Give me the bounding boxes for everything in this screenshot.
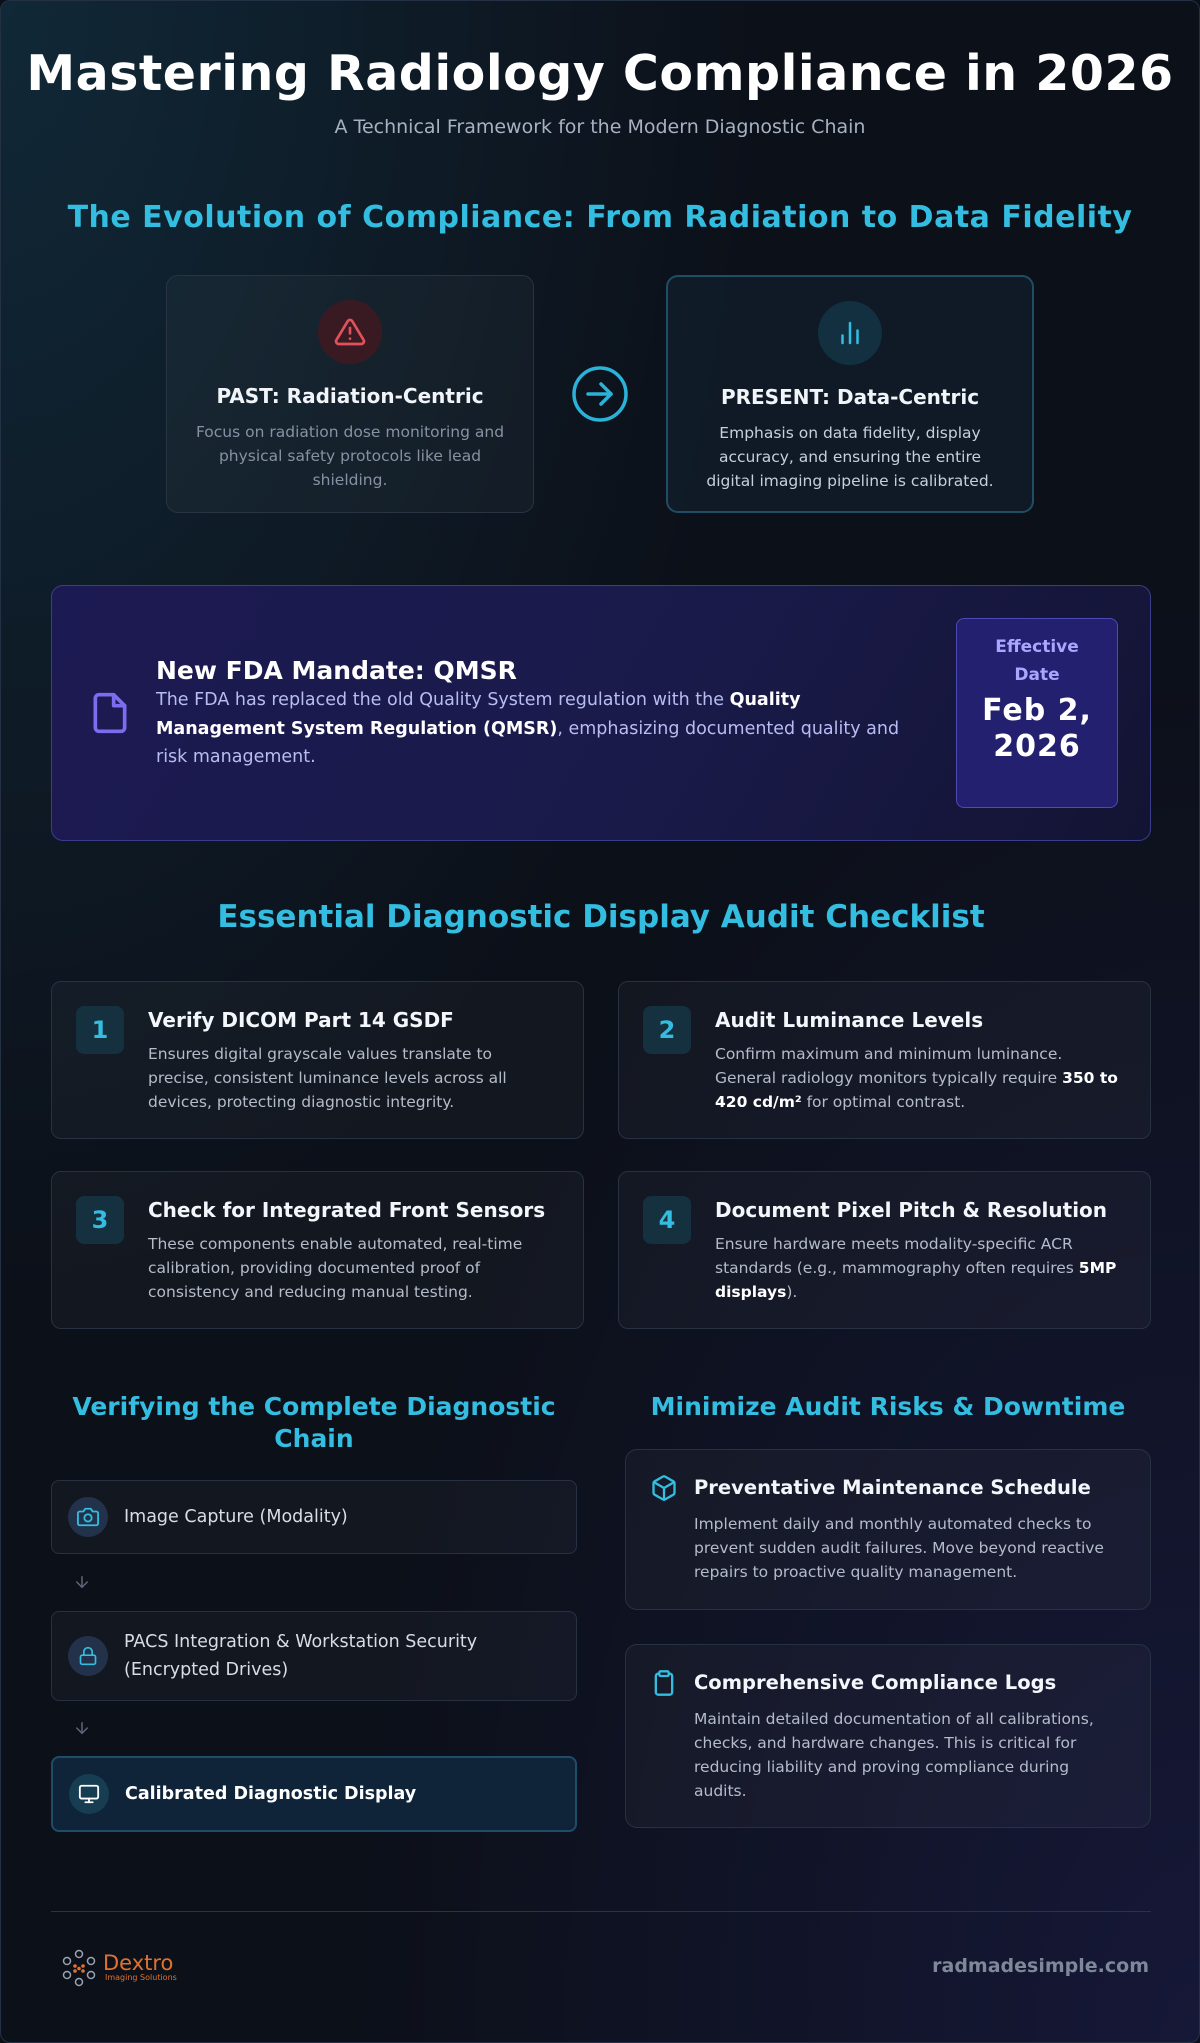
risk-title: Preventative Maintenance Schedule bbox=[694, 1476, 1091, 1499]
evolution-title: The Evolution of Compliance: From Radiation to Data Fidelity bbox=[67, 200, 1133, 235]
cube-icon bbox=[650, 1474, 678, 1502]
past-card bbox=[166, 275, 534, 513]
fda-title: New FDA Mandate: QMSR bbox=[156, 656, 517, 685]
chain-step-capture bbox=[51, 1480, 577, 1554]
effective-date-label: Effective Date bbox=[995, 637, 1079, 685]
fda-text: The FDA has replaced the old Quality System regulation with the Quality Management System Regulation (QMSR), emphasizing documented quality and risk management. bbox=[156, 690, 900, 767]
item-number: 3 bbox=[76, 1196, 124, 1244]
logo-text bbox=[103, 1953, 177, 1983]
chain-step-label: Calibrated Diagnostic Display bbox=[125, 1784, 417, 1804]
camera-icon bbox=[68, 1497, 108, 1537]
arrow-down-icon bbox=[73, 1719, 91, 1737]
warning-triangle-icon bbox=[318, 300, 382, 364]
risks-title: Minimize Audit Risks & Downtime bbox=[650, 1392, 1126, 1421]
website-link[interactable]: radmadesimple.com bbox=[932, 1955, 1149, 1977]
item-title: Document Pixel Pitch & Resolution bbox=[715, 1198, 1108, 1222]
evolution-row bbox=[1, 275, 1199, 513]
footer-divider bbox=[51, 1911, 1151, 1912]
chain-step-label: PACS Integration & Workstation Security (Encrypted Drives) bbox=[124, 1632, 478, 1680]
item-text: These components enable automated, real-time calibration, providing documented proof of consistency and reducing manual testing. bbox=[148, 1235, 523, 1301]
logo-subtitle: Imaging Solutions bbox=[105, 1973, 177, 1982]
item-title: Check for Integrated Front Sensors bbox=[148, 1198, 546, 1222]
arrow-right-circle-icon bbox=[570, 364, 630, 424]
checklist-item bbox=[51, 1171, 584, 1329]
past-title: PAST: Radiation-Centric bbox=[216, 384, 484, 408]
item-number: 2 bbox=[643, 1006, 691, 1054]
item-number: 1 bbox=[76, 1006, 124, 1054]
chain-step-display bbox=[51, 1756, 577, 1832]
item-text: Confirm maximum and minimum luminance. General radiology monitors typically require 350 to 420 cd/m² for optimal contrast. bbox=[715, 1045, 1118, 1111]
item-title: Audit Luminance Levels bbox=[715, 1008, 984, 1032]
dextro-logo bbox=[59, 1948, 177, 1988]
checklist-item bbox=[618, 1171, 1151, 1329]
checklist-grid bbox=[51, 981, 1151, 1329]
present-card bbox=[666, 275, 1034, 513]
document-icon bbox=[88, 688, 132, 738]
chain-step-label: Image Capture (Modality) bbox=[124, 1507, 348, 1527]
bar-chart-icon bbox=[818, 301, 882, 365]
checklist-item bbox=[618, 981, 1151, 1139]
item-title: Verify DICOM Part 14 GSDF bbox=[148, 1008, 454, 1032]
logo-mark-icon bbox=[59, 1948, 99, 1988]
lock-icon bbox=[68, 1636, 108, 1676]
header bbox=[1, 1, 1199, 138]
past-text: Focus on radiation dose monitoring and physical safety protocols like lead shielding. bbox=[195, 423, 505, 489]
checklist-item bbox=[51, 981, 584, 1139]
item-number: 4 bbox=[643, 1196, 691, 1244]
monitor-icon bbox=[69, 1774, 109, 1814]
present-text: Emphasis on data fidelity, display accuracy, and ensuring the entire digital imaging pipeline is calibrated. bbox=[706, 424, 994, 490]
effective-date-badge bbox=[956, 618, 1118, 808]
checklist-title: Essential Diagnostic Display Audit Checklist bbox=[217, 899, 985, 935]
page-title: Mastering Radiology Compliance in 2026 bbox=[26, 45, 1174, 102]
page-subtitle: A Technical Framework for the Modern Diagnostic Chain bbox=[334, 116, 866, 138]
present-title: PRESENT: Data-Centric bbox=[720, 385, 980, 409]
risk-card-maintenance bbox=[625, 1449, 1151, 1610]
item-text: Ensures digital grayscale values translate to precise, consistent luminance levels across all devices, protecting diagnostic integrity. bbox=[148, 1045, 507, 1111]
risk-card-logs bbox=[625, 1644, 1151, 1828]
effective-date-value: Feb 2, 2026 bbox=[982, 693, 1092, 764]
risk-title: Comprehensive Compliance Logs bbox=[694, 1671, 1057, 1694]
risk-text: Maintain detailed documentation of all calibrations, checks, and hardware changes. This is critical for reducing liability and proving compliance during audits. bbox=[694, 1710, 1094, 1800]
logo-name: Dextro bbox=[103, 1951, 174, 1975]
arrow-down-icon bbox=[73, 1573, 91, 1591]
chain-title: Verifying the Complete Diagnostic Chain bbox=[72, 1392, 556, 1453]
item-text: Ensure hardware meets modality-specific ACR standards (e.g., mammography often requires 5MP displays). bbox=[715, 1235, 1117, 1301]
risk-text: Implement daily and monthly automated checks to prevent sudden audit failures. Move beyond reactive repairs to proactive quality management. bbox=[694, 1515, 1104, 1581]
fda-mandate-card bbox=[51, 585, 1151, 841]
chain-step-pacs bbox=[51, 1611, 577, 1701]
clipboard-icon bbox=[650, 1669, 678, 1697]
